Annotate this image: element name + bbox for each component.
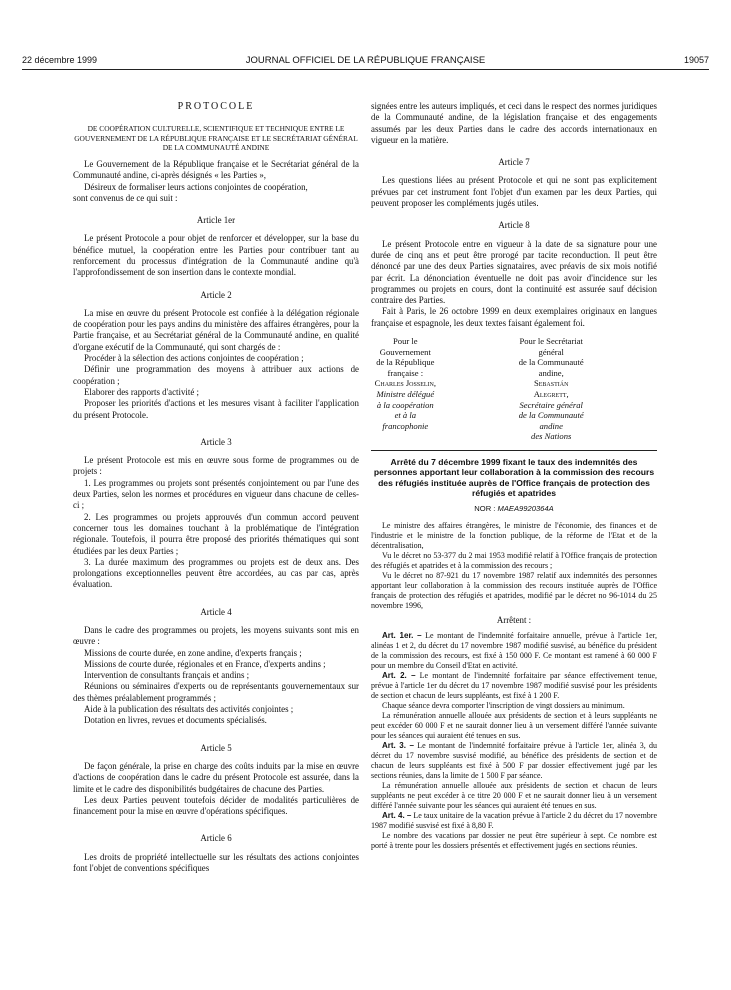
signatory-role: de la Communauté andine	[518, 410, 584, 431]
paragraph: Le présent Protocole a pour objet de renforcer et développer, sur la base du bénéfice mutuel, la coopération entre les Parties pour contribuer tant au renforcement du processus d'intégration de la Communauté andine qu'à l'approfondissement de son insertion dans le contexte mondial.	[73, 233, 359, 278]
signatory-role: à la coopération	[376, 399, 434, 410]
paragraph: Les questions liées au présent Protocole et qui ne sont pas explicitement prévues par cet instrument font l'objet d'un examen par les deux Parties, qui peuvent proposer les compléments jugés utiles.	[371, 175, 657, 209]
header-journal-title: JOURNAL OFFICIEL DE LA RÉPUBLIQUE FRANÇAISE	[245, 55, 486, 66]
protocol-title: PROTOCOLE	[177, 101, 255, 112]
paragraph: 2. Les programmes ou projets approuvés d'un commun accord peuvent concerner tous les domaines touchant à la problématique de l'intégration régionale. Toutefois, il pourra être proposé des priorités thématiques qui sont étudiées par les deux Parties ;	[73, 511, 359, 556]
decree-title: Arrêté du 7 décembre 1999 fixant le taux des indemnités des personnes apportant leur collaboration à la commission des recours des réfugiés instituée auprès de l'Office français de protection des réfugiés et apatrides	[373, 456, 655, 498]
right-column	[371, 101, 657, 851]
page-header	[22, 55, 709, 69]
paragraph: Définir une programmation des moyens à attribuer aux actions de coopération ;	[73, 364, 359, 386]
article-heading: Article 7	[498, 157, 530, 168]
paragraph: 1. Les programmes ou projets sont présentés conjointement ou par l'une des deux Parties, selon les normes et procédures en vigueur dans chacune de celles-ci ;	[73, 477, 359, 511]
article-heading: Article 8	[498, 220, 530, 231]
paragraph: Aide à la publication des résultats des activités conjointes ;	[84, 704, 294, 715]
paragraph: 3. La durée maximum des programmes ou projets est de deux ans. Des prolongations exceptionnelles peuvent être accordées, au cas par cas, après évaluation.	[73, 556, 359, 590]
article-paragraph	[371, 631, 657, 671]
signatory-line: Pour le Secrétariat général	[519, 336, 583, 357]
article-heading: Article 3	[200, 436, 232, 447]
paragraph: Réunions ou séminaires d'experts ou de représentants gouvernementaux sur des thèmes préalablement programmés ;	[73, 681, 359, 703]
article-paragraph	[371, 701, 657, 711]
signatory-france	[371, 336, 511, 442]
article-label: Art. 3. –	[382, 740, 414, 750]
nor-label: NOR :	[474, 504, 496, 514]
signatory-role: Secrétaire général	[519, 399, 583, 410]
article-label: Art. 4. –	[382, 810, 412, 820]
paragraph: Vu le décret no 53-377 du 2 mai 1953 modifié relatif à l'Office français de protection des réfugiés et apatrides et à la commission des recours ;	[371, 551, 657, 571]
paragraph: Procéder à la sélection des actions conjointes de coopération ;	[84, 353, 304, 364]
paragraph: Missions de courte durée, en zone andine, d'experts français ;	[84, 647, 302, 658]
section-divider	[371, 450, 657, 451]
article-text: Le montant de l'indemnité forfaitaire annuelle, prévue à l'article 1er, alinéas 1 et 2, du décret du 17 novembre 1987 modifié susvisé, au bénéfice du président de la commission des recours, est fixé à 150 000 F. Ce montant est ramené à 60 000 F pour un membre du Conseil d'Etat en activité.	[371, 630, 658, 670]
article-heading: Article 6	[200, 833, 232, 844]
nor-reference	[371, 503, 657, 514]
article-heading: Article 1er	[196, 215, 236, 226]
paragraph: De façon générale, la prise en charge des coûts induits par la mise en œuvre d'actions de coopération dans le cadre du présent Protocole est assurée, dans la limite et le cadre des disponibilités budgétaires de chacune des Parties.	[73, 760, 359, 794]
paragraph: Le présent Protocole entre en vigueur à la date de sa signature pour une durée de cinq ans et peut être prorogé par tacite reconduction. Il peut être dénoncé par une des deux Parties signataires, avec préavis de six mois notifié par écrit. La dénonciation éventuelle ne doit pas avoir d'incidence sur les programmes ou projets en cours, dont la continuité est assurée sauf décision contraire des Parties.	[371, 238, 657, 306]
header-rule	[22, 69, 709, 70]
paragraph: Elaborer des rapports d'activité ;	[84, 386, 199, 397]
paragraph: Les droits de propriété intellectuelle sur les résultats des actions conjointes font l'objet de conventions spécifiques	[73, 851, 359, 874]
article-text: Chaque séance devra comporter l'inscription de vingt dossiers au minimum.	[382, 700, 625, 710]
signatory-role: des Nations	[531, 431, 572, 442]
article-text: Le nombre des vacations par dossier ne peut être supérieur à sept. Ce nombre est porté à trente pour les dossiers présentés et effectivement jugés en sections réunies.	[371, 830, 657, 850]
article-text: La rémunération annuelle allouée aux présidents de section et à leurs suppléants ne peut excéder 60 000 F et ne saurait donner lieu à un versement différé l'année suivante pour les séances qui auraient été tenues en sus.	[371, 710, 657, 740]
article-label: Art. 1er. –	[382, 630, 422, 640]
signatory-line: Pour le Gouvernement	[379, 336, 431, 357]
paragraph: Dotation en livres, revues et documents spécialisés.	[84, 715, 267, 726]
signatory-andean	[517, 336, 657, 442]
signing-statement: Fait à Paris, le 26 octobre 1999 en deux exemplaires originaux en langues française et espagnole, les deux textes faisant également foi.	[371, 306, 657, 328]
paragraph: Intervention de consultants français et andins ;	[84, 670, 250, 681]
article-paragraph	[371, 811, 657, 831]
signatory-line: de la République française :	[376, 357, 435, 378]
article-paragraph	[371, 671, 657, 701]
article-heading: Article 4	[200, 606, 232, 617]
article-text: La rémunération annuelle allouée aux présidents de section et chacun de leurs suppléants ne peut excéder à ce titre 20 000 F et ne saurait donner lieu à un versement différé l'année suivante pour les séances qui auraient été tenues en sus.	[371, 780, 657, 810]
article-heading: Article 5	[200, 742, 232, 753]
article-text: Le montant de l'indemnité forfaitaire par séance effectivement tenue, prévue à l'article 1er du décret du 17 novembre 1987 modifié susvisé pour les présidents de section et chacun de leurs suppléants, est fixé à 1 200 F.	[371, 670, 658, 700]
left-column	[73, 101, 359, 874]
paragraph: sont convenus de ce qui suit :	[73, 192, 178, 203]
article-label: Art. 2. –	[382, 670, 416, 680]
paragraph: Proposer les priorités d'actions et les mesures visant à faciliter l'application du présent Protocole.	[73, 398, 359, 420]
paragraph: La mise en œuvre du présent Protocole est confiée à la délégation régionale de coopération pour les pays andins du ministère des affaires étrangères, pour la Partie française, et au Secrétariat général de la Communauté andine, en qualité d'organe exécutif de la Communauté, qui sont chargés de :	[73, 307, 359, 352]
article-paragraph	[371, 741, 657, 781]
decree-body	[371, 521, 657, 850]
paragraph: signées entre les auteurs impliqués, et ceci dans le respect des normes juridiques de la Communauté andine, de la législation française et des engagements assumés par les deux Parties dans le cadre des accords internationaux en vigueur en la matière.	[371, 101, 657, 145]
article-paragraph	[371, 831, 657, 851]
article-paragraph	[371, 781, 657, 811]
article-text: Le taux unitaire de la vacation prévue à l'article 2 du décret du 17 novembre 1987 modifié susvisé est fixé à 8,80 F.	[371, 810, 658, 830]
header-date: 22 décembre 1999	[22, 55, 98, 65]
paragraph: Vu le décret no 87-921 du 17 novembre 1987 relatif aux indemnités des personnes apportant leur collaboration à la commission des recours instituée auprès de l'Office français de protection des réfugiés et apatrides, modifié par le décret no 96-1014 du 25 novembre 1996,	[371, 571, 657, 611]
arretent-heading: Arrêtent :	[496, 615, 532, 626]
header-page-number: 19057	[683, 55, 709, 65]
signatory-role: Ministre délégué	[376, 389, 435, 400]
nor-value: MAEA9920364A	[497, 504, 554, 514]
article-text: Le montant de l'indemnité forfaitaire prévue à l'article 1er, alinéa 3, du décret du 17 novembre susvisé modifié, au bénéfice des présidents de section et de chacun de leurs suppléants est fixé à 500 F par dossier effectivement jugé par les sections réunies, dans la limite de 1 500 F par séance.	[371, 740, 658, 780]
paragraph: Les deux Parties peuvent toutefois décider de modalités particulières de financement pour la mise en œuvre d'opérations spécifiques.	[73, 794, 359, 817]
paragraph: Dans le cadre des programmes ou projets, les moyens suivants sont mis en œuvre :	[73, 625, 359, 647]
signatory-name: Charles Josselin,	[374, 378, 437, 389]
paragraph: Désireux de formaliser leurs actions conjointes de coopération,	[84, 181, 308, 192]
paragraph: Le Gouvernement de la République française et le Secrétariat général de la Communauté andine, ci-après désignés « les Parties »,	[73, 158, 359, 181]
signatory-line: de la Communauté andine,	[518, 357, 584, 378]
paragraph: Missions de courte durée, régionales et en France, d'experts andins ;	[84, 658, 326, 669]
paragraph: Le ministre des affaires étrangères, le ministre de l'économie, des finances et de l'industrie et le ministre de la fonction publique, de la réforme de l'Etat et de la décentralisation,	[371, 521, 657, 551]
signatory-role: et à la francophonie	[382, 410, 429, 431]
paragraph: Le présent Protocole est mis en œuvre sous forme de programmes ou de projets :	[73, 455, 359, 477]
signatory-name: Sebastián Alegrett,	[533, 378, 569, 400]
article-heading: Article 2	[200, 289, 232, 300]
signature-block	[371, 336, 657, 442]
protocol-subtitle: DE COOPÉRATION CULTURELLE, SCIENTIFIQUE ET TECHNIQUE ENTRE LE GOUVERNEMENT DE LA RÉPUBLIQUE FRANÇAISE ET LE SECRÉTARIAT GÉNÉRAL DE LA COMMUNAUTÉ ANDINE	[74, 124, 358, 152]
article-paragraph	[371, 711, 657, 741]
